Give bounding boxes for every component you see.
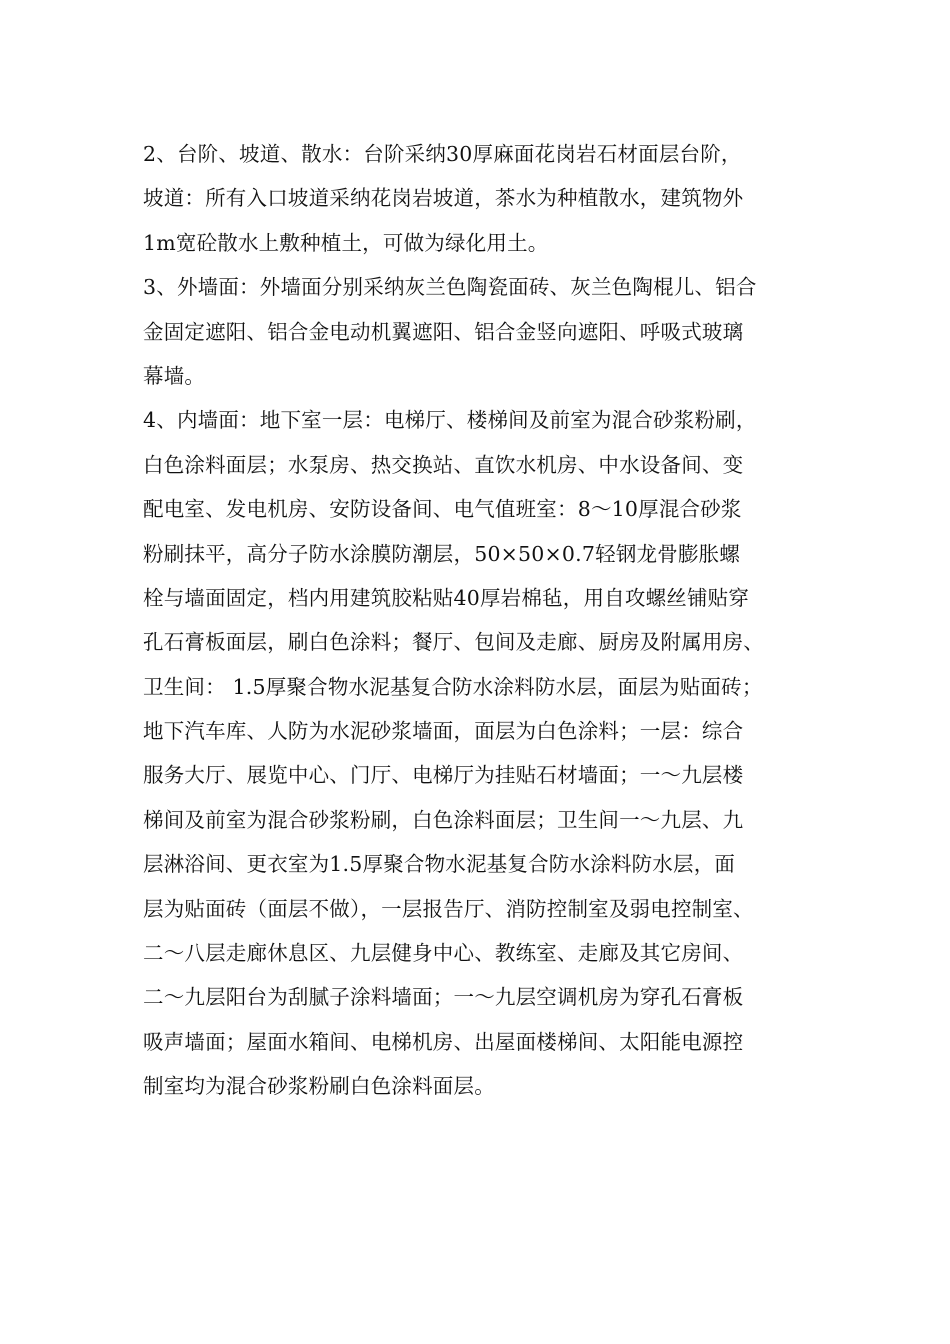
text-line: 配电室、发电机房、安防设备间、电气值班室：8～10厚混合砂浆 — [143, 497, 742, 522]
text-line: 卫生间： 1.5厚聚合物水泥基复合防水涂料防水层，面层为贴面砖； — [143, 674, 763, 699]
text-line: 二～九层阳台为刮腻子涂料墙面；一～九层空调机房为穿孔石膏板 — [143, 985, 744, 1010]
text-line: 制室均为混合砂浆粉刷白色涂料面层。 — [143, 1074, 495, 1099]
text-line: 层为贴面砖（面层不做），一层报告厅、消防控制室及弱电控制室、 — [143, 896, 754, 921]
text-line: 栓与墙面固定，档内用建筑胶粘贴40厚岩棉毡，用自攻螺丝铺贴穿 — [143, 585, 750, 610]
text-line: 1m宽砼散水上敷种植土，可做为绿化用土。 — [143, 230, 549, 255]
document-body — [143, 132, 823, 1109]
text-line: 2、台阶、坡道、散水：台阶采纳30厚麻面花岗岩石材面层台阶， — [143, 142, 742, 166]
text-line: 3、外墙面：外墙面分别采纳灰兰色陶瓷面砖、灰兰色陶棍儿、铝合 — [143, 275, 757, 300]
text-line: 二～八层走廊休息区、九层健身中心、教练室、走廊及其它房间、 — [143, 941, 744, 966]
text-line: 地下汽车库、人防为水泥砂浆墙面，面层为白色涂料；一层：综合 — [143, 719, 744, 744]
text-line: 坡道：所有入口坡道采纳花岗岩坡道，茶水为种植散水，建筑物外 — [143, 186, 744, 211]
text-line: 梯间及前室为混合砂浆粉刷，白色涂料面层；卫生间一～九层、九 — [143, 807, 744, 832]
text-line: 层淋浴间、更衣室为1.5厚聚合物水泥基复合防水涂料防水层，面 — [143, 852, 736, 877]
text-line: 金固定遮阳、铝合金电动机翼遮阳、铝合金竖向遮阳、呼吸式玻璃 — [143, 319, 744, 344]
text-line: 粉刷抹平，高分子防水涂膜防潮层，50×50×0.7轻钢龙骨膨胀螺 — [143, 541, 741, 566]
text-line: 服务大厅、展览中心、门厅、电梯厅为挂贴石材墙面；一～九层楼 — [143, 763, 744, 788]
text-line: 幕墙。 — [143, 363, 206, 388]
text-line: 4、内墙面：地下室一层：电梯厅、楼梯间及前室为混合砂浆粉刷， — [143, 408, 757, 433]
text-line: 吸声墙面；屋面水箱间、电梯机房、出屋面楼梯间、太阳能电源控 — [143, 1029, 744, 1054]
text-line: 孔石膏板面层，刷白色涂料；餐厅、包间及走廊、厨房及附属用房、 — [143, 630, 764, 655]
text-line: 白色涂料面层；水泵房、热交换站、直饮水机房、中水设备间、变 — [143, 452, 744, 477]
